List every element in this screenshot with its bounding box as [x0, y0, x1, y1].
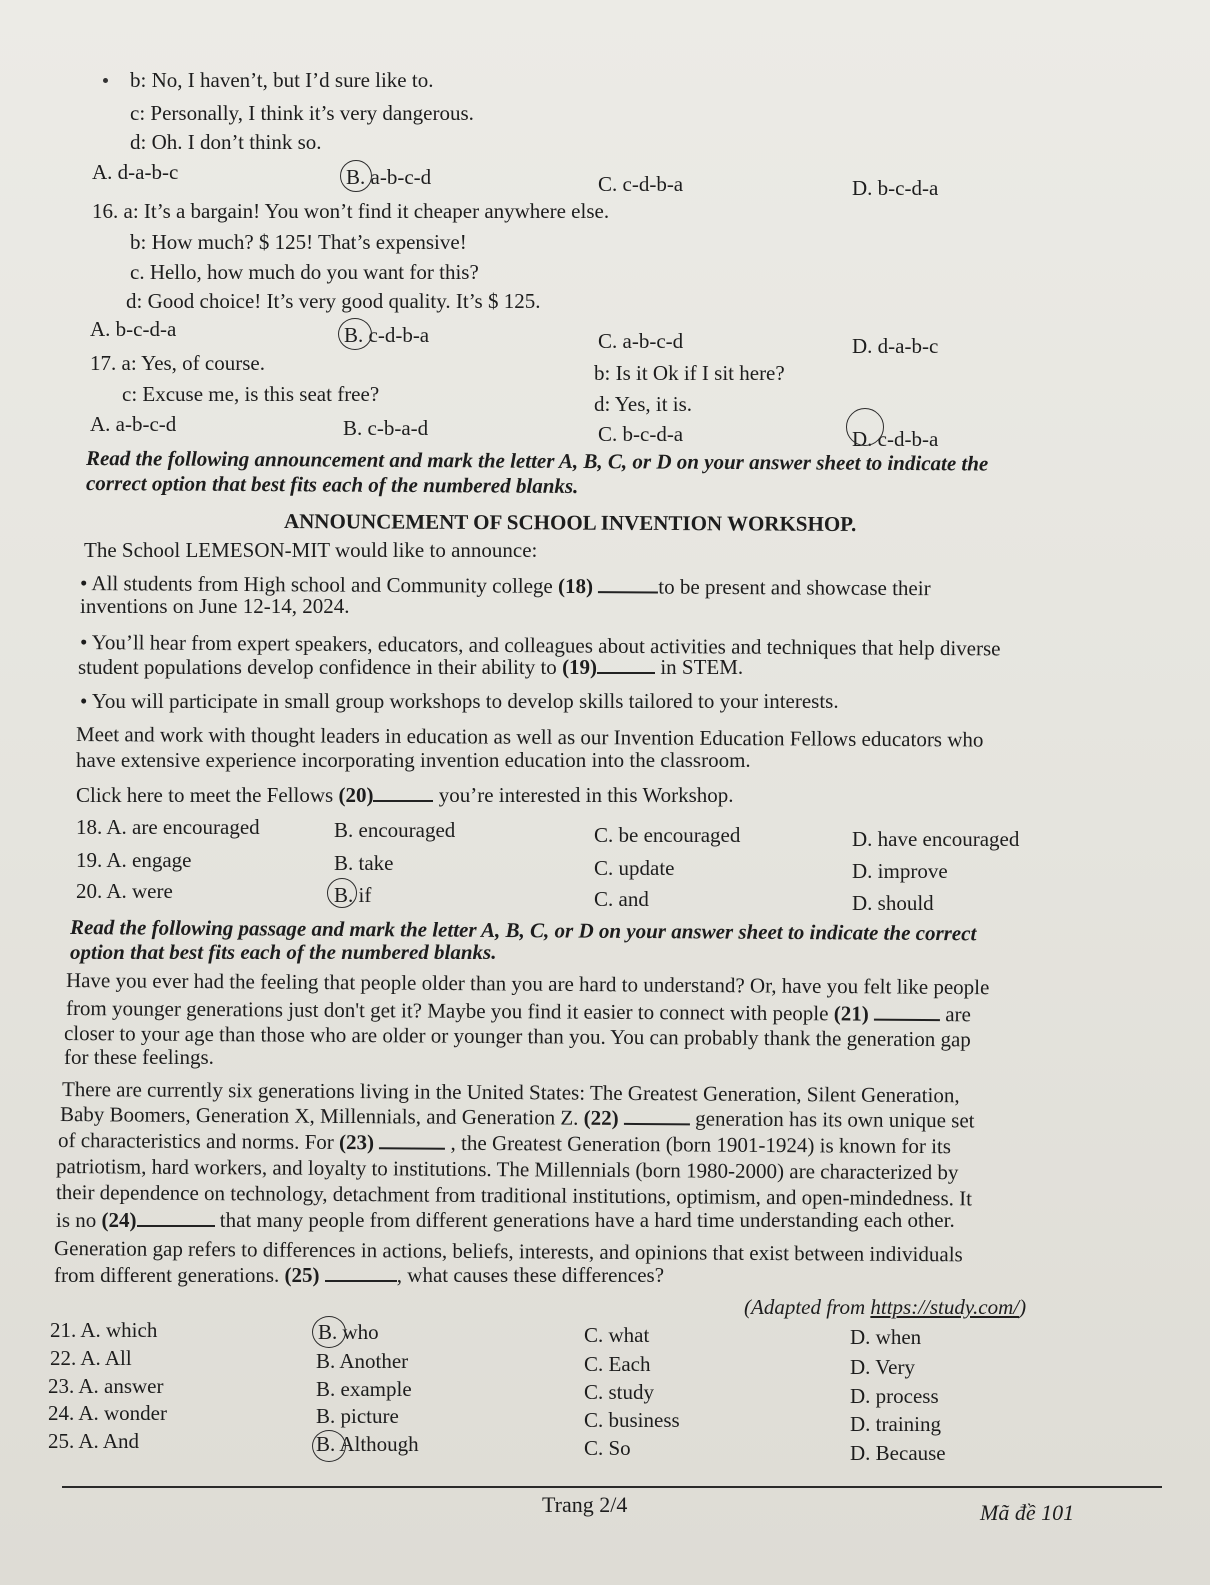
- q15-option-a: A. d-a-b-c: [92, 160, 179, 184]
- passage-text: Baby Boomers, Generation X, Millennials, and Generation Z.: [59, 1102, 584, 1130]
- q25-option-d: D. Because: [850, 1441, 946, 1465]
- q23-option-a: 23. A. answer: [48, 1374, 164, 1398]
- q17-line-b: b: Is it Ok if I sit here?: [594, 361, 785, 385]
- answer-circle: [846, 408, 884, 446]
- footer-page-number: Trang 2/4: [542, 1492, 628, 1517]
- blank-number-18: (18): [557, 573, 594, 599]
- q17-option-c: C. b-c-d-a: [598, 422, 684, 446]
- q19-option-b: B. take: [334, 851, 394, 875]
- q18-option-b: B. encouraged: [334, 818, 456, 842]
- q16-option-b: B. c-d-b-a: [344, 323, 430, 347]
- blank-line: [379, 1129, 445, 1149]
- q23-option-d: D. process: [850, 1384, 939, 1408]
- q23-option-b: B. example: [316, 1377, 412, 1401]
- blank-line: [137, 1207, 215, 1227]
- passage-text-end: generation has its own unique set: [689, 1106, 975, 1133]
- announcement-bullet-2-line-1: • You’ll hear from expert speakers, educators, and colleagues about activities and techniques that help diverse: [79, 630, 1001, 661]
- answer-circle: [340, 160, 372, 192]
- q22-option-a: 22. A. All: [50, 1346, 132, 1370]
- blank-number-20: (20): [338, 783, 374, 807]
- answer-circle: [312, 1430, 346, 1462]
- click-text-end: you’re interested in this Workshop.: [433, 783, 734, 807]
- q16-line-a: 16. a: It’s a bargain! You won’t find it cheaper anywhere else.: [92, 199, 610, 223]
- source-suffix: ): [1019, 1295, 1027, 1319]
- q25-option-a: 25. A. And: [48, 1429, 140, 1453]
- source-link[interactable]: https://study.com/: [870, 1295, 1020, 1319]
- instruction-1-line-2: correct option that best fits each of the numbered blanks.: [85, 471, 579, 499]
- q25-option-c: C. So: [584, 1436, 631, 1460]
- q20-option-d: D. should: [852, 891, 934, 915]
- footer-exam-code: Mã đề 101: [980, 1500, 1075, 1525]
- passage-line-12: [54, 1262, 664, 1288]
- passage-line-8: patriotism, hard workers, and loyalty to institutions. The Millennials (born 1980-2000) are characterized by: [55, 1154, 959, 1185]
- announcement-paragraph-line-1: Meet and work with thought leaders in education as well as our Invention Education Fellows educators who: [75, 722, 984, 752]
- q20-option-a: 20. A. were: [76, 879, 173, 903]
- passage-text-end: , what causes these differences?: [396, 1263, 665, 1287]
- blank-number-19: (19): [562, 655, 598, 679]
- answer-circle: [312, 1316, 346, 1348]
- q21-option-b: B. who: [318, 1320, 379, 1344]
- announcement-title: ANNOUNCEMENT OF SCHOOL INVENTION WORKSHOP.: [283, 509, 857, 536]
- instruction-2-line-1: Read the following passage and mark the letter A, B, C, or D on your answer sheet to indicate the correct: [69, 915, 977, 946]
- q25-option-b: B. Although: [316, 1432, 419, 1456]
- passage-line-1: Have you ever had the feeling that people older than you are hard to understand? Or, have you felt like people: [65, 968, 990, 1000]
- passage-line-4: for these feelings.: [64, 1045, 214, 1069]
- q15-line-c: c: Personally, I think it’s very dangerous.: [130, 101, 474, 125]
- blank-number-22: (22): [583, 1105, 619, 1130]
- passage-line-10: [56, 1207, 955, 1233]
- q17-line-c: c: Excuse me, is this seat free?: [122, 382, 380, 406]
- blank-number-25: (25): [284, 1263, 320, 1287]
- blank-line: [373, 782, 433, 802]
- blank-line: [598, 573, 658, 593]
- passage-text: from younger generations just don't get it? Maybe you find it easier to connect with people: [65, 996, 834, 1026]
- passage-line-5: There are currently six generations living in the United States: The Greatest Generation, Silent Generation,: [61, 1077, 960, 1108]
- q22-option-c: C. Each: [584, 1352, 651, 1376]
- q15-line-d: d: Oh. I don’t think so.: [130, 130, 322, 154]
- bullet-dot: [103, 78, 108, 83]
- passage-line-11: Generation gap refers to differences in actions, beliefs, interests, and opinions that exist between individuals: [53, 1236, 963, 1267]
- q15-option-b: B. a-b-c-d: [346, 165, 432, 189]
- q17-line-a: 17. a: Yes, of course.: [90, 351, 265, 375]
- announcement-bullet-3: • You will participate in small group workshops to develop skills tailored to your interests.: [80, 689, 839, 713]
- instruction-1-line-1: Read the following announcement and mark the letter A, B, C, or D on your answer sheet to indicate the: [85, 446, 989, 476]
- passage-line-3: closer to your age than those who are older or younger than you. You can probably thank the generation gap: [63, 1021, 971, 1052]
- passage-text-end: that many people from different generations have a hard time understanding each other.: [214, 1208, 955, 1232]
- passage-text-end: are: [945, 1002, 971, 1027]
- source-citation: [744, 1295, 1026, 1320]
- blank-line: [325, 1262, 397, 1282]
- passage-text: from different generations.: [54, 1263, 285, 1287]
- announcement-paragraph-line-2: have extensive experience incorporating invention education into the classroom.: [76, 748, 751, 772]
- source-prefix: (Adapted from: [744, 1295, 871, 1319]
- bullet-1-text-end: to be present and showcase their: [658, 574, 931, 601]
- announcement-intro: The School LEMESON-MIT would like to announce:: [84, 538, 538, 562]
- q22-option-d: D. Very: [850, 1355, 915, 1379]
- blank-number-21: (21): [833, 1001, 869, 1026]
- q16-line-c: c. Hello, how much do you want for this?: [130, 260, 479, 284]
- answer-circle: [338, 318, 372, 350]
- blank-line: [597, 654, 655, 674]
- q16-option-a: A. b-c-d-a: [90, 317, 177, 341]
- passage-text: of characteristics and norms. For: [57, 1128, 340, 1154]
- q18-option-d: D. have encouraged: [852, 827, 1020, 851]
- q16-line-b: b: How much? $ 125! That’s expensive!: [130, 230, 467, 254]
- q16-option-c: C. a-b-c-d: [598, 329, 684, 353]
- passage-text: is no: [56, 1208, 102, 1232]
- click-text: Click here to meet the Fellows: [76, 783, 339, 807]
- q17-option-a: A. a-b-c-d: [90, 412, 177, 436]
- announcement-bullet-2-line-2: [78, 654, 743, 680]
- q24-option-d: D. training: [850, 1412, 941, 1436]
- footer-divider: [62, 1486, 1162, 1488]
- q17-option-d: D. c-d-b-a: [852, 427, 939, 451]
- instruction-2-line-2: option that best fits each of the numbered blanks.: [70, 940, 497, 964]
- q20-option-b: B. if: [334, 883, 372, 907]
- blank-number-24: (24): [101, 1208, 137, 1232]
- q15-line-b: b: No, I haven’t, but I’d sure like to.: [130, 68, 434, 92]
- q16-line-d: d: Good choice! It’s very good quality. It’s $ 125.: [126, 289, 541, 313]
- q18-option-a: 18. A. are encouraged: [76, 815, 260, 839]
- q15-option-c: C. c-d-b-a: [598, 172, 684, 196]
- q21-option-c: C. what: [584, 1323, 650, 1347]
- q19-option-c: C. update: [594, 856, 675, 880]
- q17-line-d: d: Yes, it is.: [594, 392, 693, 416]
- q16-option-d: D. d-a-b-c: [852, 334, 939, 358]
- announcement-click-line: [76, 782, 734, 808]
- q18-option-c: C. be encouraged: [594, 823, 741, 847]
- bullet-1-text: • All students from High school and Community college: [79, 571, 559, 598]
- answer-circle: [327, 878, 357, 908]
- q20-option-c: C. and: [594, 887, 649, 911]
- q24-option-c: C. business: [584, 1408, 680, 1432]
- q24-option-a: 24. A. wonder: [48, 1401, 167, 1425]
- bullet-2-text: student populations develop confidence in their ability to: [78, 655, 563, 679]
- q21-option-d: D. when: [850, 1325, 922, 1349]
- q21-option-a: 21. A. which: [50, 1318, 158, 1342]
- q19-option-a: 19. A. engage: [76, 848, 192, 872]
- passage-text-end: , the Greatest Generation (born 1901-1924) is known for its: [445, 1130, 952, 1159]
- q22-option-b: B. Another: [316, 1349, 409, 1373]
- q17-option-b: B. c-b-a-d: [343, 416, 429, 440]
- blank-line: [624, 1105, 690, 1125]
- q19-option-d: D. improve: [852, 859, 948, 883]
- blank-line: [874, 1001, 940, 1021]
- q23-option-c: C. study: [584, 1380, 655, 1404]
- q15-option-d: D. b-c-d-a: [852, 176, 939, 200]
- passage-line-9: their dependence on technology, detachment from traditional institutions, optimism, and open-mindedness. It: [55, 1180, 973, 1211]
- blank-number-23: (23): [339, 1129, 375, 1155]
- q24-option-b: B. picture: [316, 1404, 399, 1428]
- announcement-bullet-1-line-2: inventions on June 12-14, 2024.: [80, 594, 350, 618]
- bullet-2-text-end: in STEM.: [655, 655, 744, 679]
